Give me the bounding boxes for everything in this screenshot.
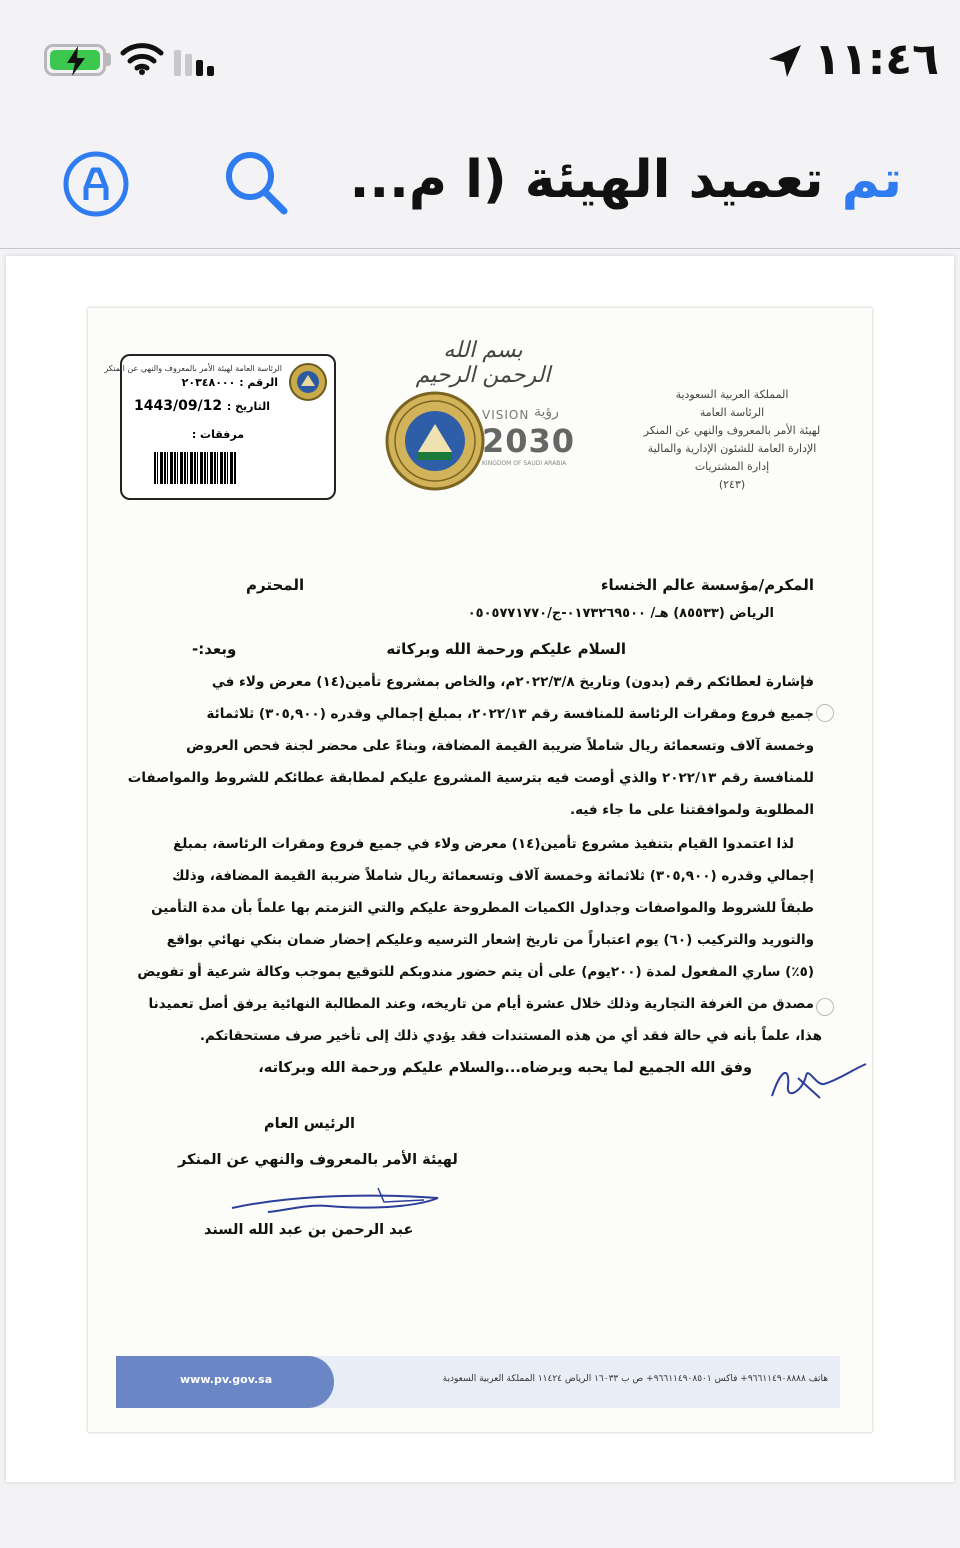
location-arrow-icon	[766, 42, 804, 80]
barcode	[154, 452, 236, 484]
markup-pen-icon[interactable]	[62, 150, 130, 218]
after-greeting: وبعد:-	[192, 640, 237, 658]
org-line: الرئاسة العامة	[699, 406, 765, 419]
greeting: السلام عليكم ورحمة الله وبركاته	[386, 640, 626, 658]
paragraph2-line: طبقاً للشروط والمواصفات وجداول الكميات المطروحة عليكم والتي التزمتم بها علماً بأن مدة التأمين	[151, 900, 814, 916]
paragraph2-line: لذا اعتمدوا القيام بتنفيذ مشروع تأمين(١٤) معرض ولاء في جميع فروع ومقرات الرئاسة، بمبلغ	[173, 836, 794, 852]
paragraph1-line: جميع فروع ومقرات الرئاسة للمنافسة رقم ٢٠٢٢/١٣، بمبلغ إجمالي وقدره (٣٠٥,٩٠٠) ثلاثمائة	[206, 706, 814, 722]
search-icon[interactable]	[222, 148, 290, 218]
document-title	[350, 144, 902, 216]
paragraph2-line: إجمالي وقدره (٣٠٥,٩٠٠) ثلاثمائة وخمسة آلاف وتسعمائة ريال شاملاً ضريبة القيمة المضافة، وذلك	[172, 868, 814, 884]
paragraph1-line: للمنافسة رقم ٢٠٢٢/١٣ والذي أوصت فيه بترسية المشروع عليكم لمطابقة عطائكم للشروط والمواصفات	[127, 770, 814, 786]
paragraph2-line: والتوريد والتركيب (٦٠) يوم اعتباراً من تاريخ إشعار الترسيه وعليكم إحضار ضمان بنكي نهائي بواقع	[166, 932, 814, 948]
handwritten-signature	[228, 1180, 448, 1216]
paragraph1-line: فإشارة لعطائكم رقم (بدون) وتاريخ ٢٠٢٢/٣/٨م، والخاص بمشروع تأمين(١٤) معرض ولاء في	[211, 674, 814, 690]
ref-date: 1443/09/12	[134, 398, 223, 414]
vision-subtitle: KINGDOM OF SAUDI ARABIA	[482, 460, 567, 467]
organization-block	[620, 386, 844, 494]
reference-box	[104, 354, 336, 500]
paragraph1-line: وخمسة آلاف وتسعمائة ريال شاملاً ضريبة القيمة المضافة، وبناءً على محضر لجنة فحص العروض	[186, 738, 814, 754]
org-line: الإدارة العامة للشئون الإدارية والمالية	[647, 442, 817, 455]
signatory-organization: لهيئة الأمر بالمعروف والنهي عن المنكر	[178, 1152, 458, 1168]
paragraph1-line: المطلوبة ولموافقتنا على ما جاء فيه.	[569, 802, 814, 818]
ref-number: الرقم : ٢٠٣٤٨٠٠٠	[181, 376, 278, 389]
closing-line: وفق الله الجميع لما يحبه ويرضاه...والسلام عليكم ورحمة الله وبركاته،	[258, 1060, 752, 1076]
letter-footer	[116, 1356, 840, 1408]
paragraph2-line: مصدق من الغرفة التجارية وذلك خلال عشرة أيام من تاريخه، وعند المطالبة النهائية يرفق أصل تعميدنا	[148, 996, 814, 1012]
letter-page	[88, 308, 872, 1432]
bismillah: بسم الله الرحمن الرحيم	[415, 338, 551, 388]
status-time: ١١:٤٦	[814, 34, 940, 85]
respected: المحترم	[246, 576, 305, 594]
paragraph2-line: هذا، علماً بأنه في حالة فقد أي من هذه المستندات فقد يؤدي ذلك إلى تأخير صرف مستحقاتكم.	[199, 1028, 822, 1044]
org-line: (٢٤٣)	[718, 478, 746, 491]
ref-header: الرئاسة العامة لهيئة الأمر بالمعروف والنهي عن المنكر	[104, 364, 282, 373]
cellular-signal-icon	[172, 44, 222, 76]
footer-website: www.pv.gov.sa	[180, 1373, 273, 1386]
signatory-name: عبد الرحمن بن عبد الله السند	[204, 1222, 414, 1238]
ref-date-label: التاريخ :	[226, 400, 270, 413]
paragraph2-line: (٥٪) ساري المفعول لمدة (٢٠٠يوم) على أن يتم حضور مندوبكم للتوقيع بموجب وكالة شرعية أو تفويض	[137, 964, 814, 980]
vision-2030-logo: 2030	[482, 422, 576, 460]
nav-bar	[0, 120, 960, 249]
authority-seal-icon	[384, 390, 486, 492]
status-bar	[0, 0, 960, 120]
footer-url-box	[116, 1356, 334, 1408]
charging-bolt-icon	[63, 44, 89, 78]
ref-attachments-label: مرفقات :	[191, 428, 244, 441]
title-rest: تعميد الهيئة (ا م...	[349, 150, 824, 210]
org-line: لهيئة الأمر بالمعروف والنهي عن المنكر	[643, 424, 821, 437]
wifi-icon	[120, 40, 164, 76]
battery-nub	[106, 53, 111, 66]
signatory-title: الرئيس العام	[264, 1116, 356, 1132]
addressee-contact: الرياض (٨٥٥٣٣) هـ/ ٠١٧٣٢٦٩٥٠٠-ج/٠٥٠٥٧٧١٧٧٠	[467, 606, 774, 621]
punch-hole-mark	[816, 704, 834, 722]
initials-signature	[768, 1056, 868, 1106]
footer-contact: هاتف ٩٦٦١١٤٩٠٨٨٨٨+ فاكس ٩٦٦١١٤٩٠٨٥٠١+ ص ب ١٦٠٣٣ الرياض ١١٤٢٤ المملكة العربية السعودية	[442, 1374, 828, 1384]
punch-hole-mark	[816, 998, 834, 1016]
org-line: إدارة المشتريات	[694, 460, 770, 473]
authority-emblem-icon	[288, 362, 328, 402]
org-line: المملكة العربية السعودية	[675, 388, 789, 401]
vision-arabic: رؤية	[534, 404, 559, 420]
vision-word: VISION	[482, 408, 530, 422]
title-prefix: تم	[841, 150, 902, 210]
addressee: المكرم/مؤسسة عالم الخنساء	[600, 576, 814, 594]
